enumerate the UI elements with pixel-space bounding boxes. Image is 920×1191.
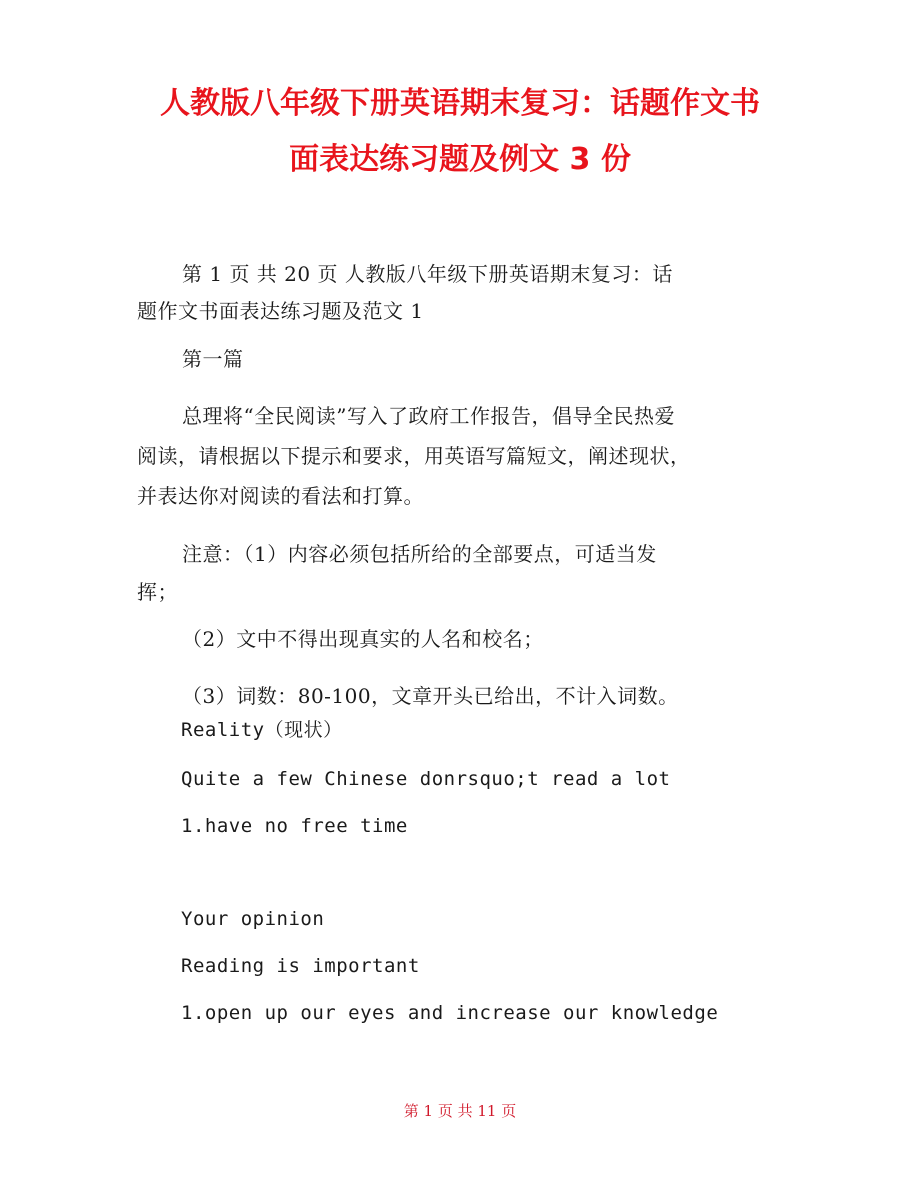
prompt-line-1: 总理将“全民阅读”写入了政府工作报告，倡导全民热爱 [182, 404, 675, 428]
prompt-line-3: 并表达你对阅读的看法和打算。 [137, 484, 424, 508]
document-title-line-2: 面表达练习题及例文 3 份 [289, 142, 631, 177]
intro-line-2: 题作文书面表达练习题及范文 1 [137, 299, 424, 323]
reality-point: Quite a few Chinese donrsquo;t read a lot [181, 768, 671, 790]
prompt-line-2: 阅读，请根据以下提示和要求，用英语写篇短文，阐述现状， [137, 444, 691, 468]
note-line-2: 挥； [137, 580, 178, 604]
reality-item-1: 1.have no free time [181, 815, 408, 837]
opinion-heading: Your opinion [181, 908, 325, 930]
note-line-1: 注意：（1）内容必须包括所给的全部要点，可适当发 [182, 542, 657, 566]
opinion-item-1: 1.open up our eyes and increase our knowledge [181, 1002, 719, 1024]
page-footer: 第 1 页 共 11 页 [403, 1102, 517, 1120]
section-heading: 第一篇 [182, 347, 244, 371]
intro-line-1: 第 1 页 共 20 页 人教版八年级下册英语期末复习：话 [182, 262, 673, 286]
note-3: （3）词数：80-100，文章开头已给出，不计入词数。 [182, 684, 679, 708]
document-title-line-1: 人教版八年级下册英语期末复习：话题作文书 [160, 86, 760, 121]
reality-heading: Reality（现状） [181, 719, 343, 741]
opinion-point: Reading is important [181, 955, 420, 977]
note-2: （2）文中不得出现真实的人名和校名； [182, 627, 544, 651]
